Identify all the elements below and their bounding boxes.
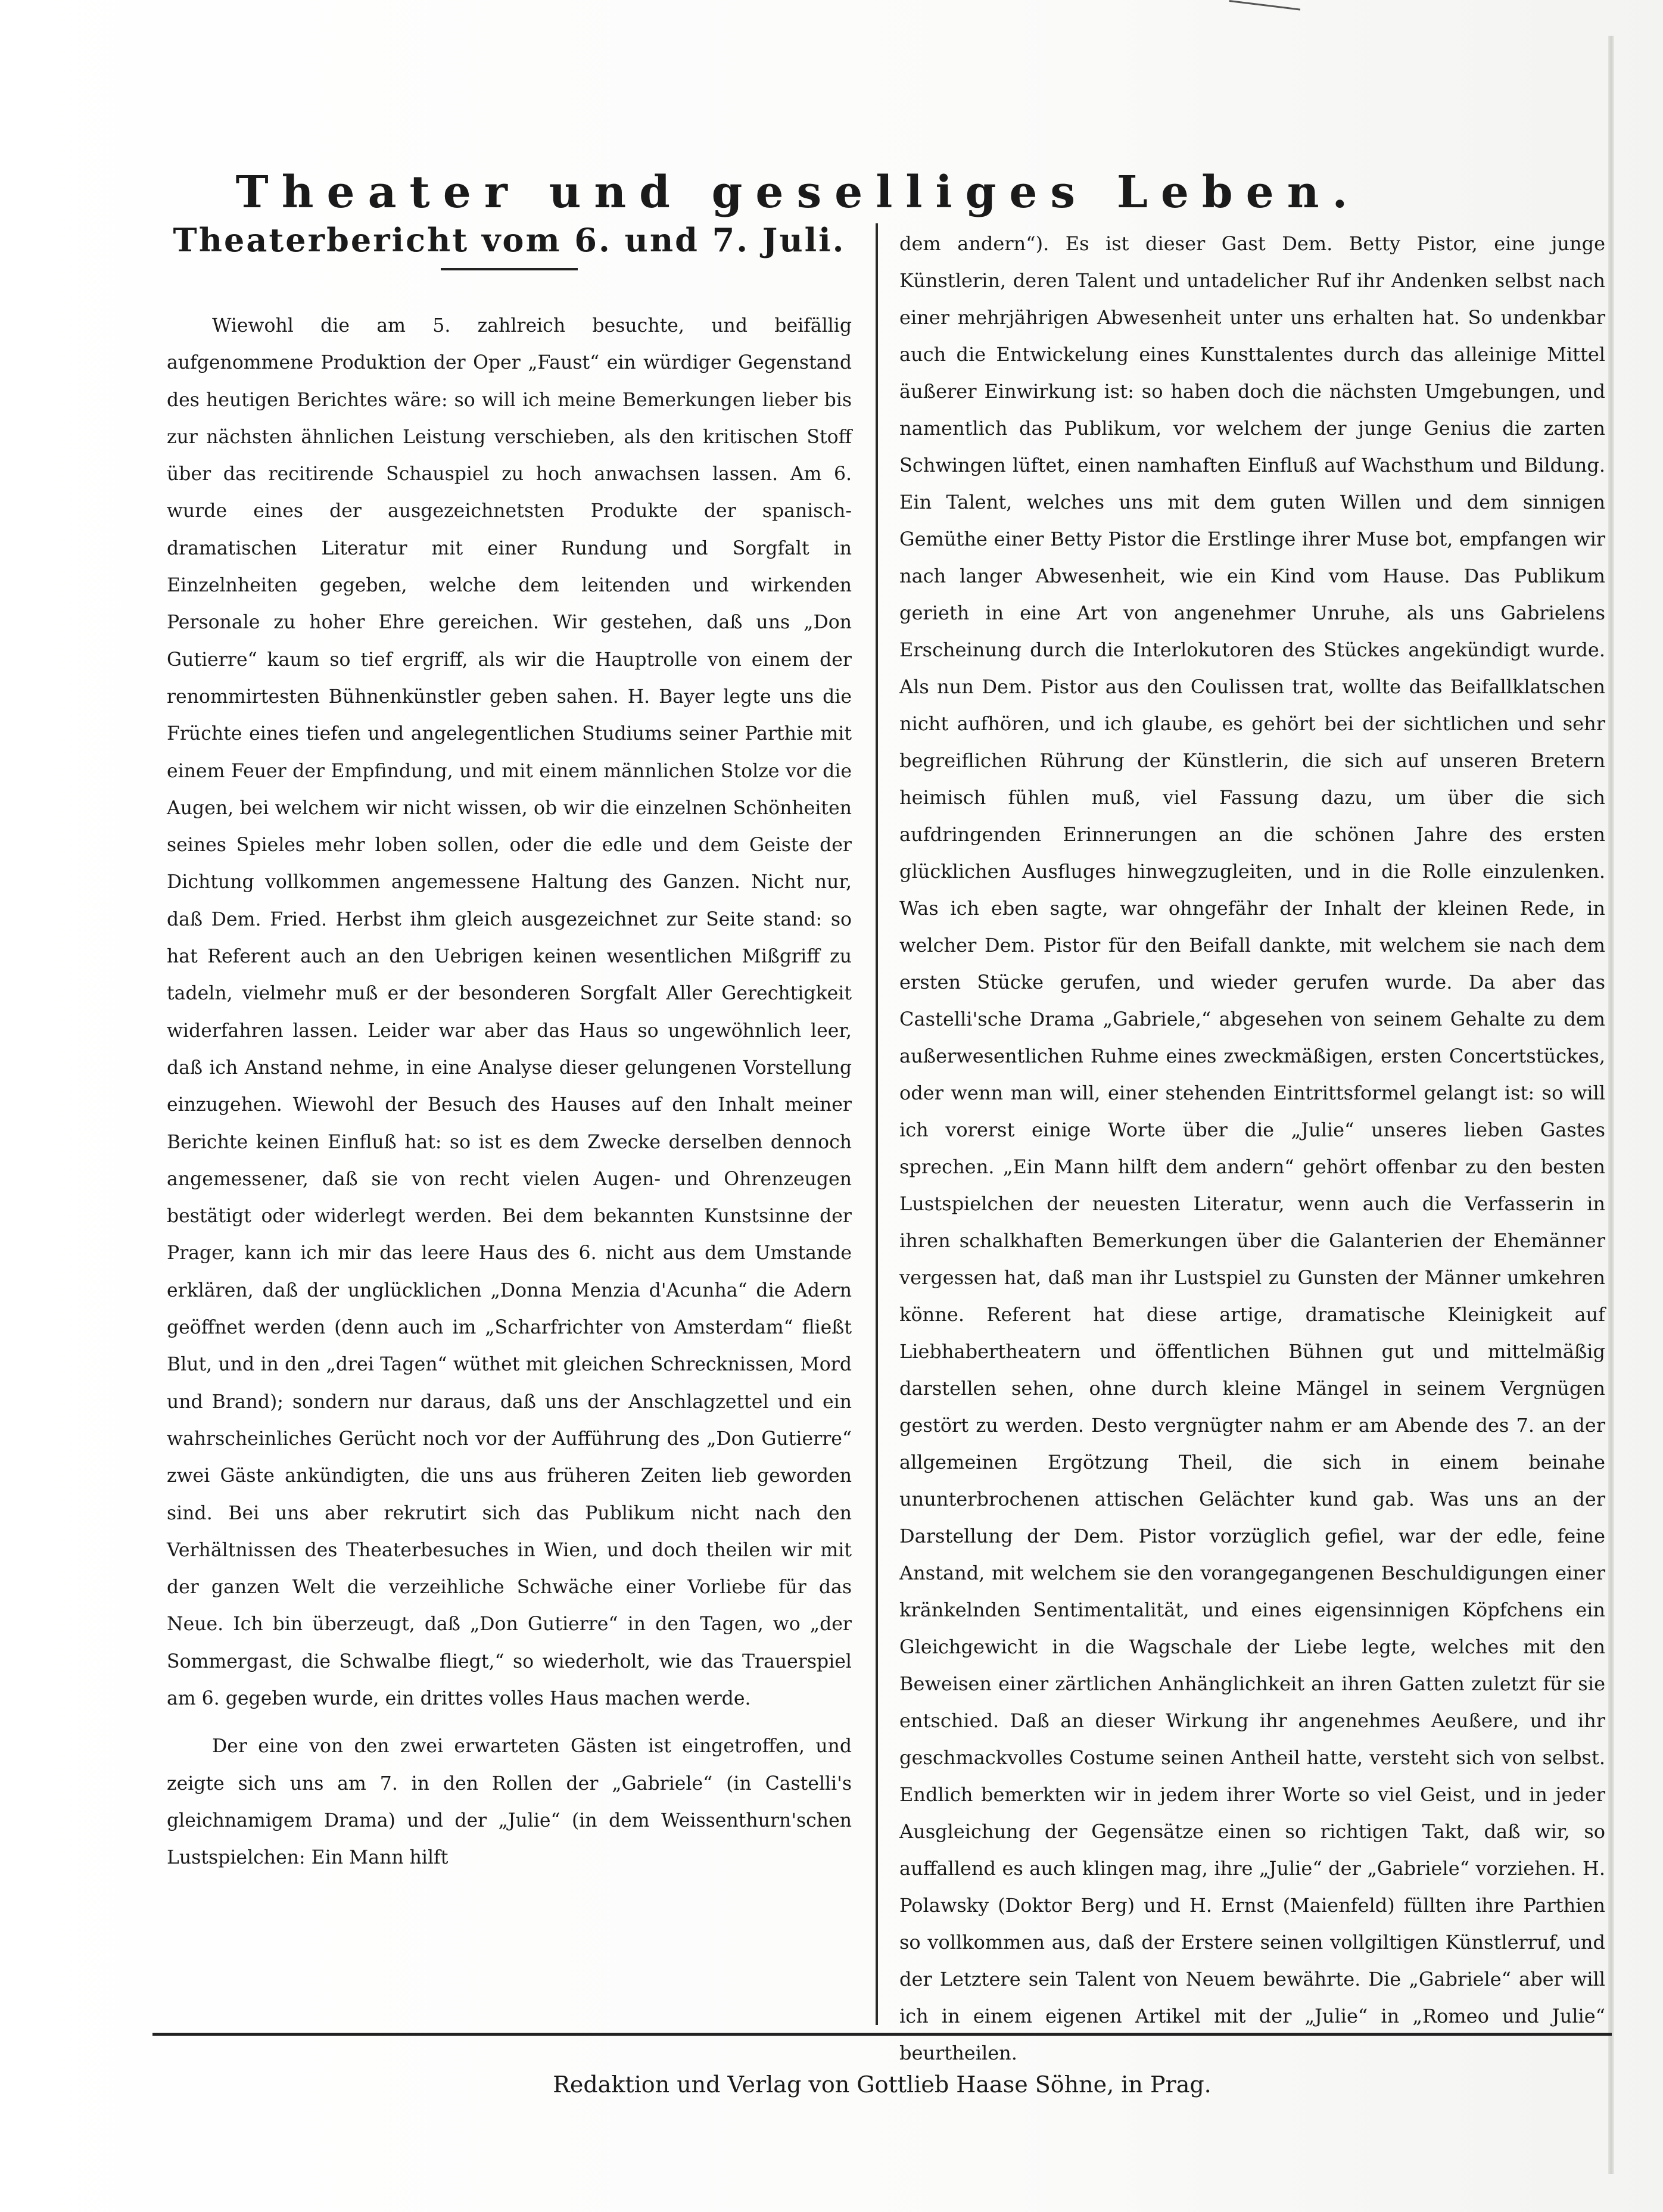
right-column (899, 225, 1605, 2071)
article-paragraph: dem andern“). Es ist dieser Gast Dem. Betty Pistor, eine junge Künstlerin, deren Talent und untadelicher Ruf ihr Andenken selbst nach einer mehrjährigen Abwesenheit unter uns erhalten hat. So undenkbar auch die Entwickelung eines Kunsttalentes durch das alleinige Mittel äußerer Einwirkung ist: so haben doch die nächsten Umgebungen, und namentlich das Publikum, vor welchem der junge Genius die zarten Schwingen lüftet, einen namhaften Einfluß auf Wachsthum und Bildung. Ein Talent, welches uns mit dem guten Willen und dem sinnigen Gemüthe einer Betty Pistor die Erstlinge ihrer Muse bot, empfangen wir nach langer Abwesenheit, wie ein Kind vom Hause. Das Publikum gerieth in eine Art von angenehmer Unruhe, als uns Gabrielens Erscheinung durch die Interlokutoren des Stückes angekündigt wurde. Als nun Dem. Pistor aus den Coulissen trat, wollte das Beifallklatschen nicht aufhören, und ich glaube, es gehört bei der sichtlichen und sehr begreiflichen Rührung der Künstlerin, die sich auf unseren Bretern heimisch fühlen muß, viel Fassung dazu, um über die sich aufdringenden Erinnerungen an die schönen Jahre des ersten glücklichen Ausfluges hinwegzugleiten, und in die Rolle einzulenken. Was ich eben sagte, war ohngefähr der Inhalt der kleinen Rede, in welcher Dem. Pistor für den Beifall dankte, mit welchem sie nach dem ersten Stücke gerufen, und wieder gerufen wurde. Da aber das Castelli'sche Drama „Gabriele,“ abgesehen von seinem Gehalte zu dem außerwesentlichen Ruhme eines zweckmäßigen, ersten Concertstückes, oder wenn man will, einer stehenden Eintrittsformel gelangt ist: so will ich vorerst einige Worte über die „Julie“ unseres lieben Gastes sprechen. „Ein Mann hilft dem andern“ gehört offenbar zu den besten Lustspielchen der neuesten Literatur, wenn auch die Verfasserin in ihren schalkhaften Bemerkungen über die Galanterien der Ehemänner vergessen hat, daß man ihr Lustspiel zu Gunsten der Männer umkehren könne. Referent hat diese artige, dramatische Kleinigkeit auf Liebhabertheatern und öffentlichen Bühnen gut und mittelmäßig darstellen sehen, ohne durch kleine Mängel in seinem Vergnügen gestört zu werden. Desto vergnügter nahm er am Abende des 7. an der allgemeinen Ergötzung Theil, die sich in einem beinahe ununterbrochenen attischen Gelächter kund gab. Was uns an der Darstellung der Dem. Pistor vorzüglich gefiel, war der edle, feine Anstand, mit welchem sie den vorangegangenen Beschuldigungen einer kränkelnden Sentimentalität, und eines eigensinnigen Köpfchens ein Gleichgewicht in die Wagschale der Liebe legte, welches mit den Beweisen einer zärtlichen Anhänglichkeit an ihren Gatten zuletzt für sie entschied. Daß an dieser Wirkung ihr angenehmes Aeußere, und ihr geschmackvolles Costume seinen Antheil hatte, versteht sich von selbst. Endlich bemerkten wir in jedem ihrer Worte so viel Geist, und in jeder Ausgleichung der Gegensätze einen so richtigen Takt, daß wir, so auffallend es auch klingen mag, ihre „Julie“ der „Gabriele“ vorziehen. H. Polawsky (Doktor Berg) und H. Ernst (Maienfeld) füllten ihre Parthien so vollkommen aus, daß der Erstere seinen vollgiltigen Künstlerruf, und der Letztere sein Talent von Neuem bewährte. Die „Gabriele“ aber will ich in einem eigenen Artikel mit der „Julie“ in „Romeo und Julie“ beurtheilen. (899, 232, 1605, 2064)
right-column-body (899, 225, 1605, 2071)
article-paragraph: Wiewohl die am 5. zahlreich besuchte, und beifällig aufgenommene Produktion der Oper „Faust“ ein würdiger Gegenstand des heutigen Berichtes wäre: so will ich meine Bemerkungen lieber bis zur nächsten ähnlichen Leistung verschieben, als den kritischen Stoff über das recitirende Schauspiel zu hoch anwachsen lassen. Am 6. wurde eines der ausgezeichnetsten Produkte der spanisch-dramatischen Literatur mit einer Rundung und Sorgfalt in Einzelnheiten gegeben, welche dem leitenden und wirkenden Personale zu hoher Ehre gereichen. Wir gestehen, daß uns „Don Gutierre“ kaum so tief ergriff, als wir die Hauptrolle von einem der renommirtesten Bühnenkünstler geben sahen. H. Bayer legte uns die Früchte eines tiefen und angelegentlichen Studiums seiner Parthie mit einem Feuer der Empfindung, und mit einem männlichen Stolze vor die Augen, bei welchem wir nicht wissen, ob wir die einzelnen Schönheiten seines Spieles mehr loben sollen, oder die edle und dem Geiste der Dichtung vollkommen angemessene Haltung des Ganzen. Nicht nur, daß Dem. Fried. Herbst ihm gleich ausgezeichnet zur Seite stand: so hat Referent auch an den Uebrigen keinen wesentlichen Mißgriff zu tadeln, vielmehr muß er der besonderen Sorgfalt Aller Gerechtigkeit widerfahren lassen. Leider war aber das Haus so ungewöhnlich leer, daß ich Anstand nehme, in eine Analyse dieser gelungenen Vorstellung einzugehen. Wiewohl der Besuch des Hauses auf den Inhalt meiner Berichte keinen Einfluß hat: so ist es dem Zwecke derselben dennoch angemessener, daß sie von recht vielen Augen- und Ohrenzeugen bestätigt oder widerlegt werden. Bei dem bekannten Kunstsinne der Prager, kann ich mir das leere Haus des 6. nicht aus dem Umstande erklären, daß der unglücklichen „Donna Menzia d'Acunha“ die Adern geöffnet werden (denn auch im „Scharfrichter von Amsterdam“ fließt Blut, und in den „drei Tagen“ wüthet mit gleichen Schrecknissen, Mord und Brand); sondern nur daraus, daß uns der Anschlagzettel und ein wahrscheinliches Gerücht noch vor der Aufführung des „Don Gutierre“ zwei Gäste ankündigten, die uns aus früheren Zeiten lieb geworden sind. Bei uns aber rekrutirt sich das Publikum nicht nach den Verhältnissen des Theaterbesuches in Wien, und doch theilen wir mit der ganzen Welt die verzeihliche Schwäche einer Vorliebe für das Neue. Ich bin überzeugt, daß „Don Gutierre“ in den Tagen, wo „der Sommergast, die Schwalbe fliegt,“ so wiederholt, wie das Trauerspiel am 6. gegeben wurde, ein drittes volles Haus machen werde. (167, 315, 852, 1709)
column-divider (876, 223, 878, 2025)
article-paragraph: Der eine von den zwei erwarteten Gästen ist eingetroffen, und zeigte sich uns am 7. in den Rollen der „Gabriele“ (in Castelli's gleichnamigem Drama) und der „Julie“ (in dem Weissenthurn'schen Lustspielchen: Ein Mann hilft (167, 1736, 852, 1869)
left-column (167, 214, 852, 1876)
heading-rule (441, 268, 578, 270)
article-heading: Theaterbericht vom 6. und 7. Juli. (173, 221, 846, 259)
publisher-footer: Redaktion und Verlag von Gottlieb Haase Söhne, in Prag. (553, 2071, 1212, 2098)
scan-edge (1608, 36, 1614, 2174)
section-title: Theater und geselliges Leben. (235, 167, 1361, 218)
footer-rule (152, 2033, 1612, 2036)
left-column-body (167, 307, 852, 1876)
pen-mark (1227, 0, 1300, 29)
